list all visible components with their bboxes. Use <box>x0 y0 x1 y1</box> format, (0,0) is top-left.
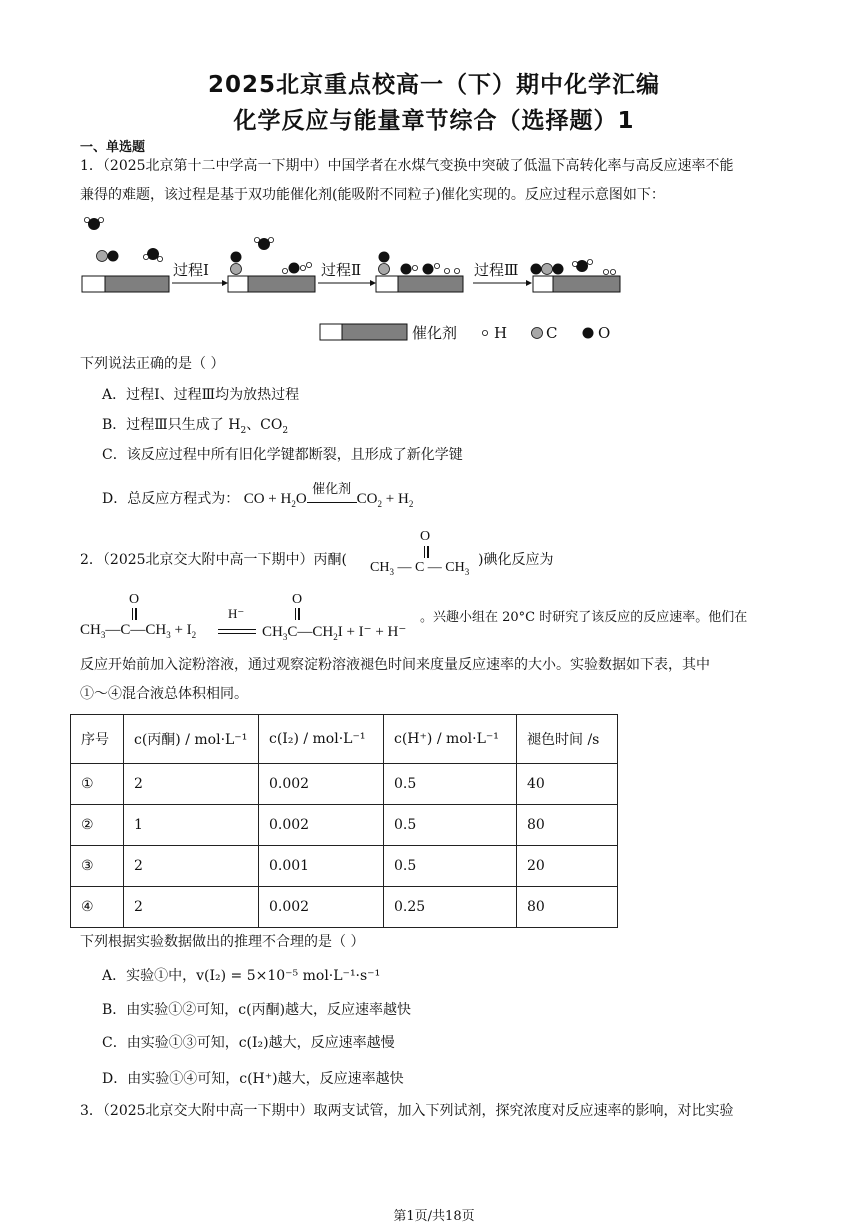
table-row <box>71 805 618 846</box>
table-cell: 20 <box>517 846 618 887</box>
equation-condition: 催化剂 <box>307 496 357 503</box>
reactant-double-bond <box>132 608 134 620</box>
section-heading: 一、单选题 <box>80 140 146 155</box>
table-cell: 0.001 <box>259 846 384 887</box>
acetone-double-bond <box>424 546 426 558</box>
iodination-arrow <box>218 629 256 634</box>
iodination-reactants: $CH_3—C—CH_3 + I_2$ <box>80 622 197 640</box>
q1-option-c[interactable]: C．该反应过程中所有旧化学键都断裂，且形成了新化学键 <box>102 447 463 463</box>
catalyst-bar-2 <box>228 276 315 292</box>
table-cell: 2 <box>124 764 259 805</box>
catalyst-bar-3 <box>376 276 463 292</box>
q1-option-b-text: B．过程Ⅲ只生成了 H <box>102 417 241 433</box>
table-cell: 2 <box>124 887 259 928</box>
table-header: 序号 <box>71 715 124 764</box>
table-cell: 0.002 <box>259 805 384 846</box>
table-cell: 0.25 <box>384 887 517 928</box>
table-header: c(H⁺) / mol·L⁻¹ <box>384 715 517 764</box>
q2-text-after: 。兴趣小组在 20°C 时研究了该反应的反应速率。他们在 <box>420 610 748 625</box>
catalyst-bar-4 <box>533 276 620 292</box>
table-cell: 0.5 <box>384 805 517 846</box>
q2-option-d[interactable]: D．由实验①④可知，c(H⁺)越大，反应速率越快 <box>102 1071 404 1087</box>
q3-stem: 3．（2025北京交大附中高一下期中）取两支试管，加入下列试剂，探究浓度对反应速率的影响，对比实验 <box>80 1103 734 1119</box>
q2-option-b[interactable]: B．由实验①②可知，c(丙酮)越大，反应速率越快 <box>102 1002 412 1018</box>
q1-option-a[interactable]: A．过程Ⅰ、过程Ⅲ均为放热过程 <box>102 387 300 403</box>
q1-option-b-co: 、CO <box>246 417 283 433</box>
table-cell: 80 <box>517 887 618 928</box>
table-cell: 80 <box>517 805 618 846</box>
legend-o-dot <box>583 328 594 339</box>
catalyst-bar-1 <box>82 276 169 292</box>
legend-h-dot <box>482 330 487 335</box>
q2-stem-end: )碘化反应为 <box>478 552 554 568</box>
q2-line2: 反应开始前加入淀粉溶液，通过观察淀粉溶液褪色时间来度量反应速率的大小。实验数据如下表，其中 <box>80 657 710 673</box>
q2-stem-start: 2．（2025北京交大附中高一下期中）丙酮( <box>80 552 347 568</box>
table-cell: 0.5 <box>384 764 517 805</box>
table-cell: 40 <box>517 764 618 805</box>
q1-option-b[interactable] <box>102 414 288 436</box>
total-equation-rhs: $CO_2 + H_2$ <box>356 491 414 509</box>
legend-catalyst-label: 催化剂 <box>412 324 458 342</box>
q1-stem-line2: 兼得的难题，该过程是基于双功能催化剂(能吸附不同粒子)催化实现的。反应过程示意图如下： <box>80 187 665 203</box>
title-line-1: 2025北京重点校高一（下）期中化学汇编 <box>207 72 660 98</box>
experiment-table <box>70 714 618 928</box>
table-cell: 1 <box>124 805 259 846</box>
total-equation-lhs: CO + $H_2O$ <box>243 491 307 509</box>
table-cell: 2 <box>124 846 259 887</box>
reactant-o: O <box>129 592 140 607</box>
q1-prompt: 下列说法正确的是（ ） <box>80 356 225 372</box>
table-row <box>71 846 618 887</box>
table-header: c(丙酮) / mol·L⁻¹ <box>124 715 259 764</box>
table-cell: 0.002 <box>259 887 384 928</box>
product-double-bond <box>295 608 297 620</box>
q2-option-a[interactable]: A．实验①中，v(I₂) = 5×10⁻⁵ mol·L⁻¹·s⁻¹ <box>102 968 381 984</box>
product-o: O <box>292 592 303 607</box>
iodination-condition: H⁻ <box>228 606 245 621</box>
step-label-3: 过程Ⅲ <box>474 261 519 279</box>
legend-h-label: H <box>494 324 508 342</box>
acetone-formula: $CH_3$ — C — $CH_3$ <box>370 560 470 577</box>
table-header: c(I₂) / mol·L⁻¹ <box>259 715 384 764</box>
step-label-2: 过程Ⅱ <box>321 261 362 279</box>
table-header-row <box>71 715 618 764</box>
legend-c-label: C <box>546 324 558 342</box>
table-cell: ② <box>71 805 124 846</box>
q2-option-c[interactable]: C．由实验①③可知，c(I₂)越大，反应速率越慢 <box>102 1035 395 1051</box>
iodination-products: $CH_3C—CH_2I + I^- + H^-$ <box>262 624 407 642</box>
step-label-1: 过程Ⅰ <box>173 261 209 279</box>
table-header: 褪色时间 /s <box>517 715 618 764</box>
co2-subscript: 2 <box>282 425 289 436</box>
q1-stem-line1: 1．（2025北京第十二中学高一下期中）中国学者在水煤气变换中突破了低温下高转化率与高反应速率不能 <box>80 158 734 174</box>
q1-option-d[interactable] <box>102 481 414 509</box>
q1-option-d-label: D．总反应方程式为： <box>102 491 240 507</box>
table-cell: ① <box>71 764 124 805</box>
legend-o-label: O <box>598 324 611 342</box>
table-row <box>71 887 618 928</box>
acetone-o: O <box>420 529 431 544</box>
table-cell: 0.5 <box>384 846 517 887</box>
page-footer: 第1页/共18页 <box>393 1209 475 1224</box>
table-cell: ③ <box>71 846 124 887</box>
h2-subscript: 2 <box>240 425 247 436</box>
title-line-2: 化学反应与能量章节综合（选择题）1 <box>233 108 635 134</box>
table-row <box>71 764 618 805</box>
q2-line3: ①～④混合液总体积相同。 <box>80 686 248 702</box>
q2-prompt: 下列根据实验数据做出的推理不合理的是（ ） <box>80 934 365 950</box>
table-cell: ④ <box>71 887 124 928</box>
legend-catalyst-swatch <box>320 324 407 340</box>
table-cell: 0.002 <box>259 764 384 805</box>
legend-c-dot <box>532 328 543 339</box>
